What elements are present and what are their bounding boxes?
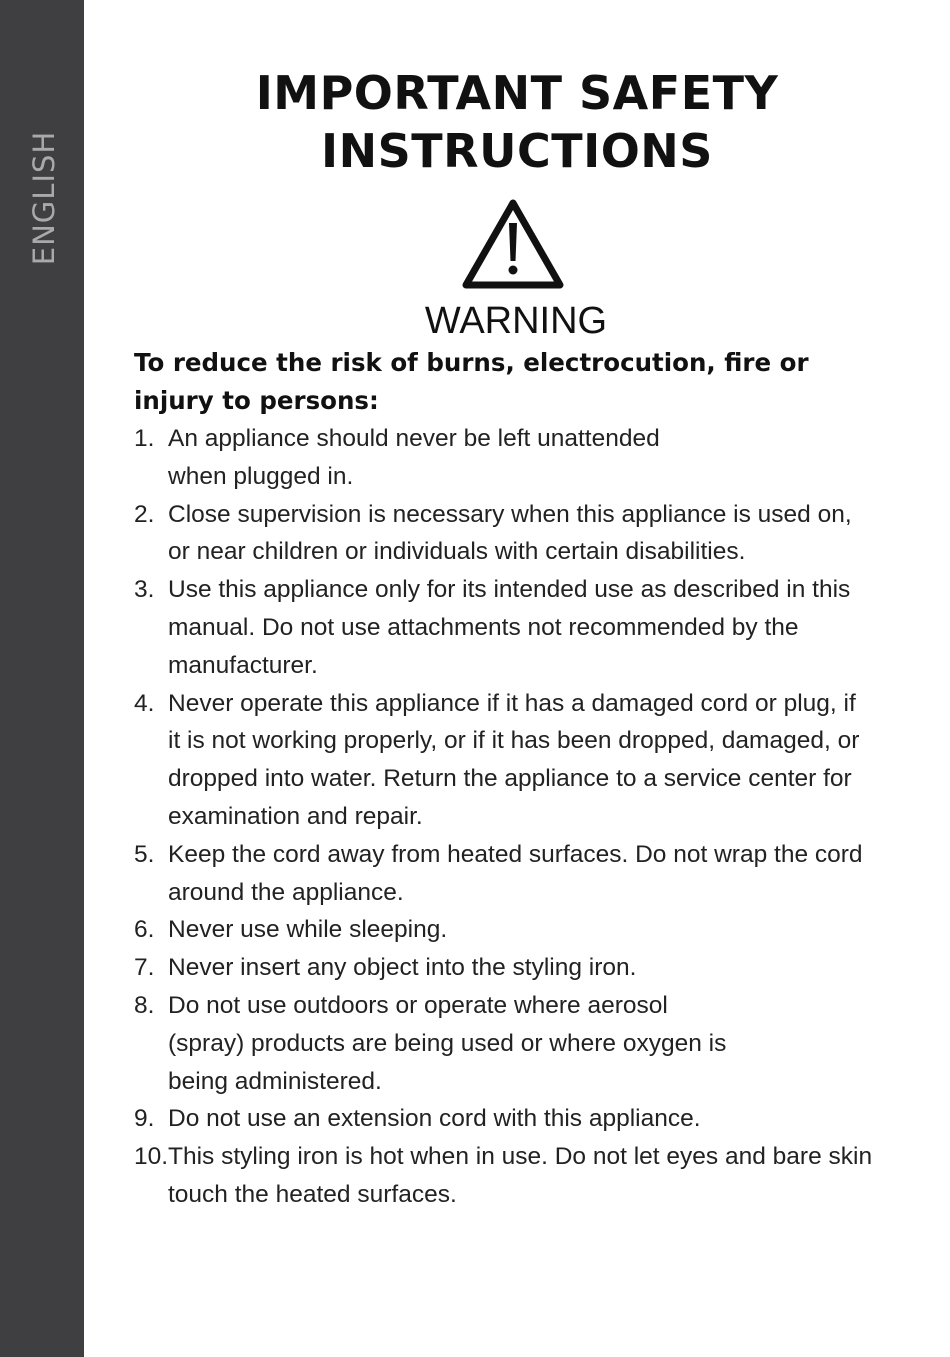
instruction-text: This styling iron is hot when in use. Do not let eyes and bare skin touch the heated surfaces. — [168, 1143, 873, 1208]
warning-triangle-icon — [460, 197, 566, 291]
instruction-number: 10. — [134, 1143, 169, 1171]
instruction-number: 9. — [134, 1105, 155, 1133]
page-title — [84, 64, 950, 180]
instruction-item — [134, 496, 874, 572]
instruction-number: 4. — [134, 689, 155, 717]
instruction-text: Do not use outdoors or operate where aerosol (spray) products are being used or where oxygen is being administered. — [168, 991, 727, 1095]
instruction-number: 8. — [134, 991, 155, 1019]
instruction-text: Close supervision is necessary when this appliance is used on, or near children or individuals with certain disabilities. — [168, 500, 852, 566]
side-bar — [0, 0, 84, 1357]
instruction-number: 5. — [134, 840, 155, 868]
instruction-number: 2. — [134, 500, 155, 528]
instruction-number: 1. — [134, 425, 155, 452]
instruction-item — [134, 571, 874, 684]
page-title-line-1: IMPORTANT SAFETY — [255, 66, 779, 120]
instruction-item — [134, 420, 874, 496]
instruction-text: Keep the cord away from heated surfaces. Do not wrap the cord around the appliance. — [168, 840, 863, 906]
instruction-list — [134, 420, 874, 1214]
instruction-text: Never use while sleeping. — [168, 916, 448, 944]
instruction-item — [134, 1138, 874, 1214]
instruction-number: 7. — [134, 954, 155, 982]
page-title-line-2: INSTRUCTIONS — [321, 124, 713, 178]
instruction-text: Use this appliance only for its intended use as described in this manual. Do not use attachments not recommended by the manufacturer. — [168, 576, 851, 679]
instruction-text: Never operate this appliance if it has a damaged cord or plug, if it is not working properly, or if it has been dropped, damaged, or dropped into water. Return the appliance to a service center for examination and repair. — [168, 689, 860, 830]
instruction-number: 3. — [134, 576, 155, 604]
instruction-item — [134, 1100, 874, 1138]
intro-text: To reduce the risk of burns, electrocution, fire or injury to persons: — [134, 348, 809, 415]
instruction-item — [134, 836, 874, 912]
instruction-item — [134, 949, 874, 987]
language-label: ENGLISH — [27, 130, 61, 266]
instruction-text: Do not use an extension cord with this appliance. — [168, 1105, 701, 1133]
instruction-text: Never insert any object into the styling iron. — [168, 954, 637, 982]
instruction-text: An appliance should never be left unattended when plugged in. — [168, 425, 660, 490]
warning-label: WARNING — [424, 300, 608, 342]
instruction-item — [134, 987, 874, 1100]
instruction-item — [134, 911, 874, 949]
instruction-item — [134, 685, 874, 836]
instruction-number: 6. — [134, 916, 155, 944]
